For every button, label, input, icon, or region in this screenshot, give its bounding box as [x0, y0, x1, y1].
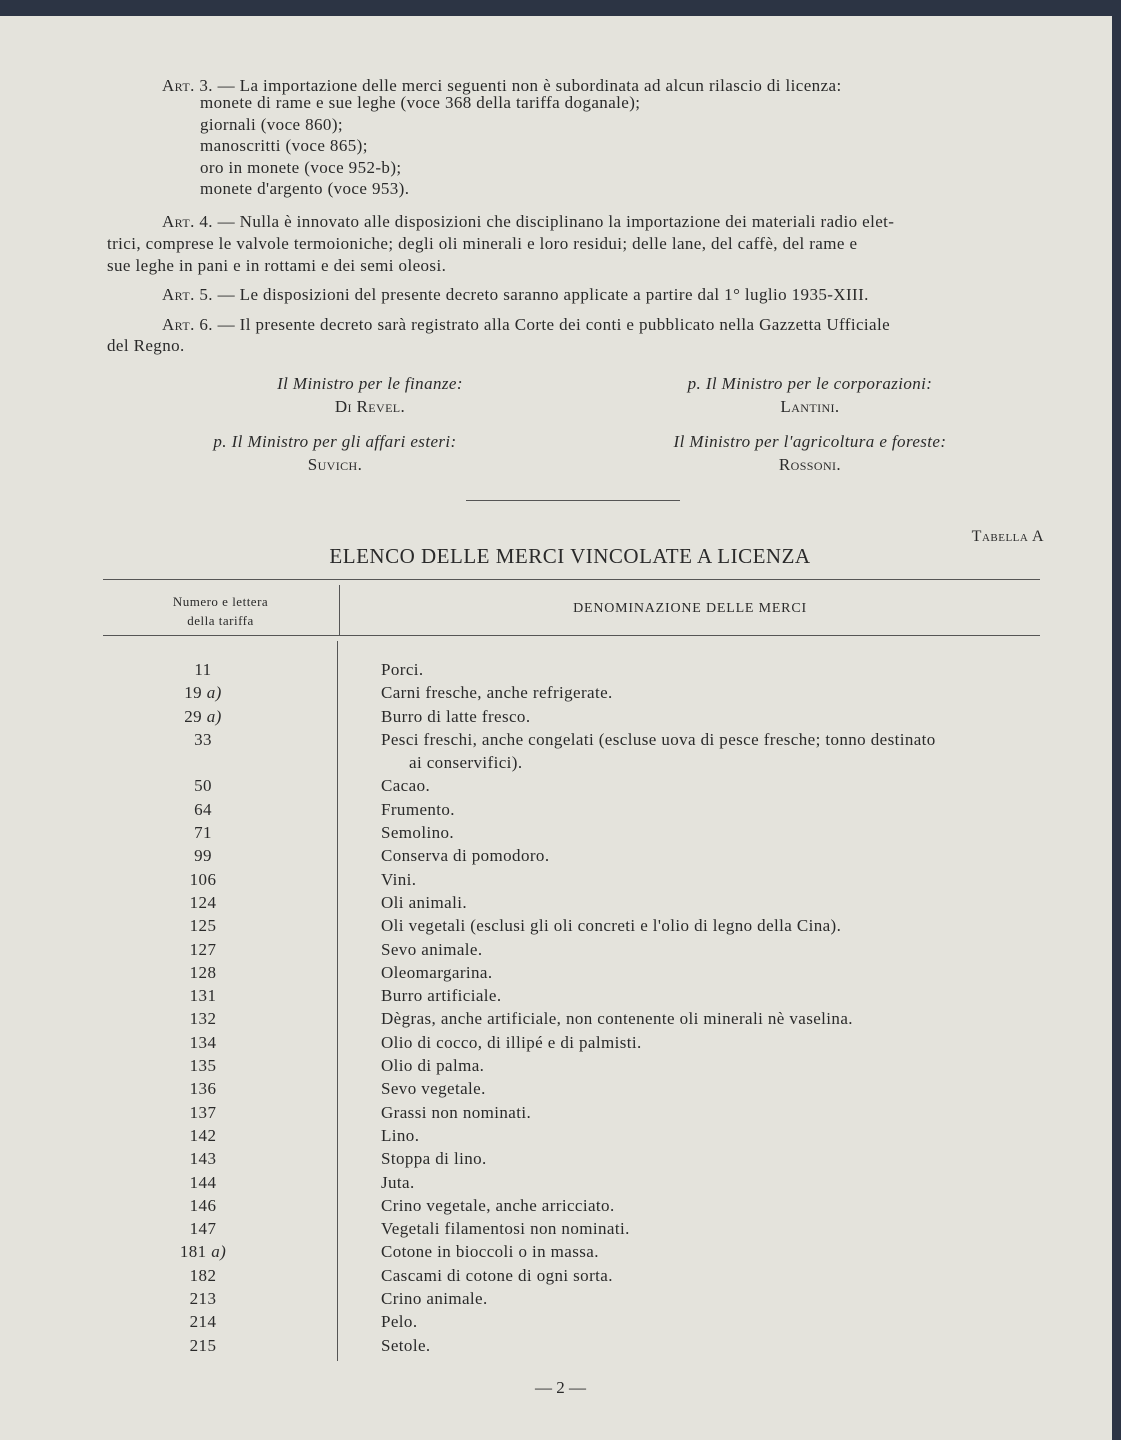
merchandise-description: Cotone in bioccoli o in massa.	[381, 1242, 599, 1262]
merchandise-description: Lino.	[381, 1125, 420, 1145]
signature-esteri	[145, 430, 525, 476]
signature-agricoltura	[600, 430, 1020, 476]
tariff-number: 99	[194, 846, 212, 866]
table-row	[103, 1147, 1048, 1170]
table-row	[103, 728, 1048, 775]
signature-name: Suvich.	[307, 455, 363, 474]
merchandise-description: Crino animale.	[381, 1289, 488, 1309]
signature-name: Di Revel.	[334, 397, 406, 416]
tariff-number: 127	[189, 939, 217, 959]
signature-finanze	[180, 372, 560, 418]
tariff-number: 142	[189, 1125, 217, 1145]
tariff-number: 125	[189, 916, 217, 936]
article-4-line1: — Nulla è innovato alle disposizioni che disciplinano la importazione dei materiali radio elet-	[217, 212, 895, 231]
merchandise-description: Carni fresche, anche refrigerate.	[381, 683, 613, 703]
article-3-text: — La importazione delle merci seguenti non è subordinata ad alcun rilascio di licenza:	[217, 76, 842, 95]
table-row	[103, 844, 1048, 867]
list-item: monete d'argento (voce 953).	[200, 179, 410, 198]
table-row	[103, 1217, 1048, 1240]
tariff-number: 215	[189, 1335, 217, 1355]
article-6-label: Art. 6.	[162, 315, 213, 334]
table-row	[103, 1287, 1048, 1310]
table-row	[103, 681, 1048, 704]
page-number: — 2 —	[535, 1378, 586, 1397]
tariff-number: 128	[189, 962, 217, 982]
tariff-number: 135	[189, 1056, 217, 1076]
table-title: ELENCO DELLE MERCI VINCOLATE A LICENZA	[329, 544, 811, 568]
article-5-text: — Le disposizioni del presente decreto saranno applicate a partire dal 1° luglio 1935-XIII.	[217, 285, 869, 304]
tariff-number: 181 a)	[179, 1242, 227, 1262]
tariff-number: 136	[189, 1079, 217, 1099]
tariff-number: 50	[194, 776, 212, 796]
tariff-number: 106	[189, 869, 217, 889]
table-body	[103, 658, 1048, 1357]
signature-corporazioni	[610, 372, 1010, 418]
table-row	[103, 938, 1048, 961]
list-item: monete di rame e sue leghe (voce 368 della tariffa doganale);	[200, 93, 641, 112]
tariff-number: 124	[189, 892, 217, 912]
list-item: oro in monete (voce 952-b);	[200, 157, 402, 177]
table-row	[103, 1310, 1048, 1333]
merchandise-description: Porci.	[381, 660, 424, 679]
merchandise-description: Burro di latte fresco.	[381, 706, 531, 726]
merchandise-description: Pesci freschi, anche congelati (escluse uova di pesce fresche; tonno destinato ai conservifici).	[381, 729, 936, 773]
merchandise-description: Oleomargarina.	[381, 962, 493, 982]
tariff-number: 147	[189, 1219, 217, 1239]
table-row	[103, 821, 1048, 844]
merchandise-description: Sevo vegetale.	[381, 1079, 486, 1099]
table-row	[103, 658, 1048, 681]
table-row	[103, 868, 1048, 891]
signature-role: p. Il Ministro per le corporazioni:	[687, 374, 933, 393]
merchandise-description: Olio di cocco, di illipé e di palmisti.	[381, 1032, 642, 1052]
tariff-number: 214	[189, 1312, 217, 1332]
table-row	[103, 705, 1048, 728]
article-6-line1: — Il presente decreto sarà registrato alla Corte dei conti e pubblicato nella Gazzetta Ufficiale	[217, 315, 891, 334]
document-page	[0, 16, 1112, 1440]
table-row	[103, 1264, 1048, 1287]
table-row	[103, 891, 1048, 914]
merchandise-description: Cascami di cotone di ogni sorta.	[381, 1265, 613, 1285]
merchandise-description: Juta.	[381, 1172, 415, 1192]
section-divider	[466, 500, 680, 501]
merchandise-description: Pelo.	[381, 1312, 418, 1332]
table-row	[103, 1054, 1048, 1077]
table-row	[103, 984, 1048, 1007]
tariff-number: 29 a)	[184, 706, 222, 726]
table-row	[103, 1101, 1048, 1124]
article-3-list	[200, 92, 640, 200]
table-row	[103, 798, 1048, 821]
merchandise-description: Oli vegetali (esclusi gli oli concreti e l'olio di legno della Cina).	[381, 916, 842, 936]
tariff-number: 19 a)	[184, 683, 222, 703]
column-header-number: Numero e lettera della tariffa	[172, 594, 269, 628]
merchandise-description: Grassi non nominati.	[381, 1102, 532, 1122]
article-6	[162, 314, 890, 336]
tariff-number: 131	[189, 986, 217, 1006]
article-6-line2: del Regno.	[107, 336, 185, 355]
merchandise-description: Vini.	[381, 869, 417, 889]
article-4-line2: trici, comprese le valvole termoioniche; degli oli minerali e loro residui; delle lane, del caffè, del rame e	[107, 234, 858, 253]
table-row	[103, 1194, 1048, 1217]
tariff-number: 11	[194, 660, 212, 679]
table-row	[103, 774, 1048, 797]
article-4-line3: sue leghe in pani e in rottami e dei semi oleosi.	[107, 256, 447, 275]
tariff-number: 134	[189, 1032, 217, 1052]
signature-role: Il Ministro per l'agricoltura e foreste:	[673, 432, 947, 451]
merchandise-description: Sevo animale.	[381, 939, 483, 959]
column-header-denomination: DENOMINAZIONE DELLE MERCI	[573, 601, 807, 616]
table-row	[103, 1031, 1048, 1054]
table-row	[103, 1077, 1048, 1100]
signature-name: Rossoni.	[778, 455, 842, 474]
tariff-number: 64	[194, 799, 212, 819]
signature-role: Il Ministro per le finanze:	[277, 374, 463, 393]
table-top-rule	[103, 579, 1040, 580]
merchandise-description: Crino vegetale, anche arricciato.	[381, 1195, 615, 1215]
tariff-number: 137	[189, 1102, 217, 1122]
article-3-label: Art. 3.	[162, 76, 213, 95]
tariff-number: 144	[189, 1172, 217, 1192]
merchandise-description: Burro artificiale.	[381, 986, 502, 1006]
article-5	[162, 284, 869, 306]
merchandise-description: Olio di palma.	[381, 1056, 485, 1076]
tariff-number: 182	[189, 1265, 217, 1285]
merchandise-description: Vegetali filamentosi non nominati.	[381, 1219, 630, 1239]
table-row	[103, 1240, 1048, 1263]
article-5-label: Art. 5.	[162, 285, 213, 304]
list-item: manoscritti (voce 865);	[200, 136, 368, 155]
table-row	[103, 1171, 1048, 1194]
tariff-number: 213	[189, 1289, 217, 1309]
merchandise-description: Stoppa di lino.	[381, 1149, 487, 1169]
table-row	[103, 961, 1048, 984]
table-row	[103, 914, 1048, 937]
signature-name: Lantini.	[780, 397, 840, 416]
signature-role: p. Il Ministro per gli affari esteri:	[213, 432, 457, 451]
article-4	[162, 211, 894, 233]
merchandise-description: Setole.	[381, 1335, 431, 1355]
merchandise-description: Cacao.	[381, 776, 431, 796]
tabella-label: Tabella A	[971, 528, 1044, 545]
merchandise-description: Oli animali.	[381, 892, 468, 912]
merchandise-description: Frumento.	[381, 799, 455, 819]
table-row	[103, 1124, 1048, 1147]
list-item: giornali (voce 860);	[200, 114, 344, 134]
tariff-number: 71	[194, 823, 212, 843]
merchandise-description: Dègras, anche artificiale, non contenente oli minerali nè vaselina.	[381, 1009, 853, 1029]
merchandise-description: Semolino.	[381, 823, 455, 843]
table-row	[103, 1334, 1048, 1357]
table-header-rule	[103, 635, 1040, 636]
tariff-number: 146	[189, 1195, 217, 1215]
tariff-number: 143	[189, 1149, 217, 1169]
merchandise-description: Conserva di pomodoro.	[381, 846, 550, 866]
table-row	[103, 1007, 1048, 1030]
tariff-number: 132	[189, 1009, 217, 1029]
tariff-number: 33	[194, 729, 212, 749]
article-4-label: Art. 4.	[162, 212, 213, 231]
